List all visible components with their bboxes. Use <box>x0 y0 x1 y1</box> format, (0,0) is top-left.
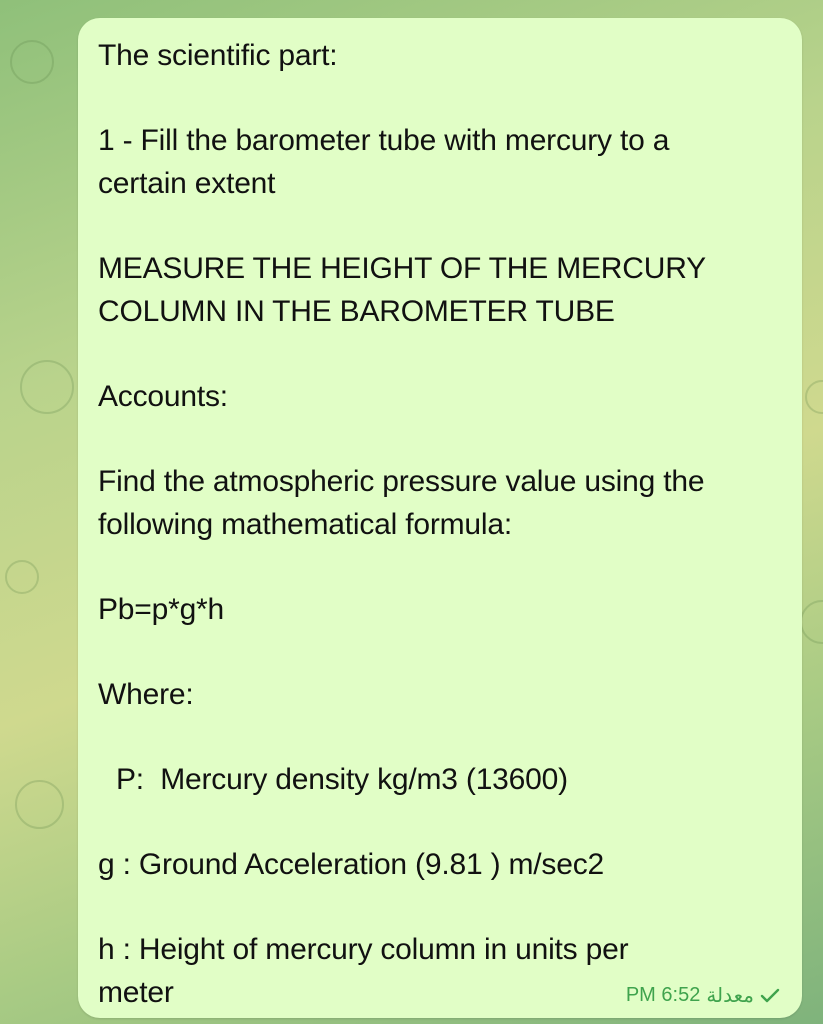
message-line: h : Height of mercury column in units per <box>98 933 629 966</box>
message-meta <box>626 983 780 1008</box>
wallpaper-doodle <box>805 380 823 414</box>
edited-label: معدلة <box>706 985 754 1007</box>
wallpaper-doodle <box>800 600 823 644</box>
message-line: Where: <box>98 678 194 711</box>
message-line: 1 - Fill the barometer tube with mercury to a <box>98 124 670 157</box>
wallpaper-doodle <box>15 780 64 829</box>
message-line: The scientific part: <box>98 39 338 72</box>
message-line: Accounts: <box>98 380 228 413</box>
message-bubble[interactable] <box>78 18 802 1018</box>
message-line: Find the atmospheric pressure value using the <box>98 465 705 498</box>
wallpaper-doodle <box>5 560 39 594</box>
message-line: COLUMN IN THE BAROMETER TUBE <box>98 295 615 328</box>
message-line: certain extent <box>98 167 276 200</box>
bubble-tail <box>772 1002 790 1016</box>
message-line: P: Mercury density kg/m3 (13600) <box>116 763 568 796</box>
wallpaper-doodle <box>20 360 74 414</box>
wallpaper-doodle <box>10 40 54 84</box>
message-line: MEASURE THE HEIGHT OF THE MERCURY <box>98 252 706 285</box>
formula-line: Pb=p*g*h <box>98 593 225 626</box>
message-time: PM 6:52 <box>625 984 701 1006</box>
message-line: meter <box>98 976 174 1009</box>
message-line: following mathematical formula: <box>98 508 512 541</box>
message-line: g : Ground Acceleration (9.81 ) m/sec2 <box>98 848 604 881</box>
